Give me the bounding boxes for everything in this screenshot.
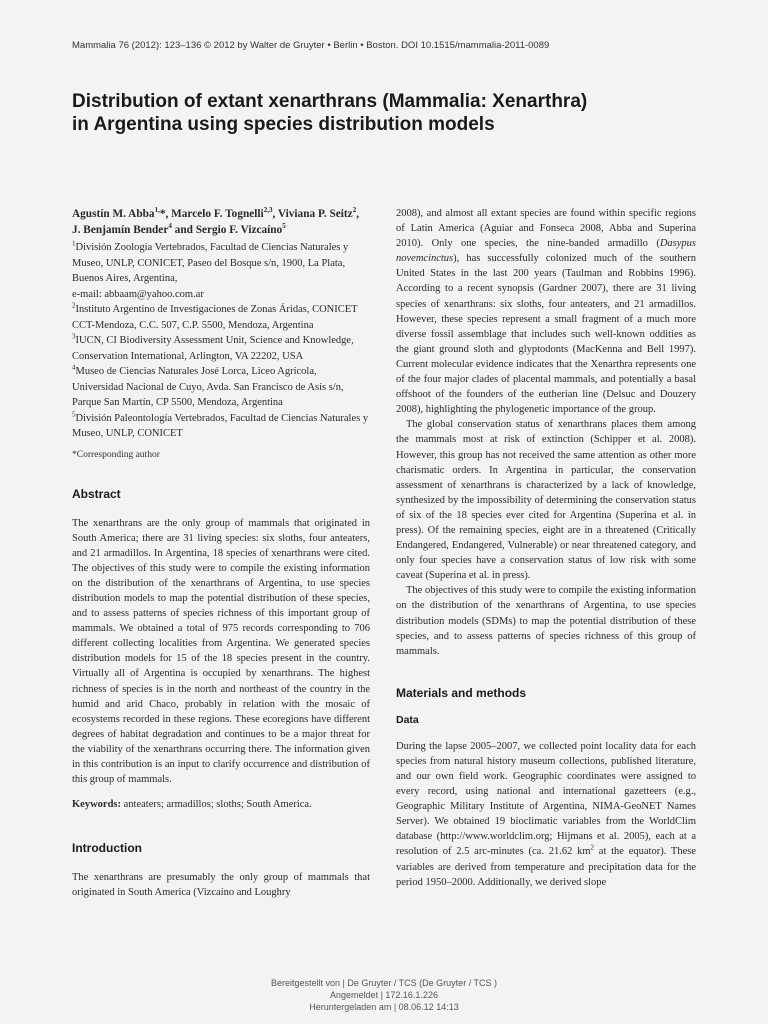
affiliation-5: $^5$División Paleontología Vertebrados, Facultad de Ciencias Naturales y Museo, UNLP, CONICET — [72, 410, 369, 439]
author-4: , J. Benjamín Bender — [72, 208, 360, 236]
affiliation-4: $^4$Museo de Ciencias Naturales José Lorca, Liceo Agrícola, Universidad Nacional de Cuyo, Avda. San Francisco de Asís s/n, Parque San Martín, CP 5500, Mendoza, Argentina — [72, 363, 344, 408]
species-name-italic: Dasypus novemcinctus — [396, 238, 696, 265]
title-line-1: Distribution of extant xenarthrans (Mammalia: Xenarthra) — [72, 91, 588, 112]
keywords-label: Keywords: — [72, 799, 121, 811]
corresponding-author-note: *Corresponding author — [72, 449, 160, 460]
affiliation-2: $^2$Instituto Argentino de Investigaciones de Zonas Áridas, CONICET CCT-Mendoza, C.C. 507, C.P. 5500, Mendoza, Argentina — [72, 301, 358, 331]
affiliations — [72, 240, 370, 442]
footer-provided-by: Bereitgestellt von | De Gruyter / TCS (De Gruyter / TCS ) — [270, 978, 498, 988]
author-1-star: * — [159, 208, 166, 220]
author-list: Agustín M. Abba$^{1,}$*, Marcelo F. Tognelli$^{2,3}$, Viviana P. Seitz$^2$, J. Benjamín Bender$^4$ and Sergio F. Vizcaíno$^5$ — [72, 206, 360, 236]
download-footer — [0, 977, 768, 1013]
intro-paragraph-3: The objectives of this study were to compile the existing information on the distribution of the xenarthrans of Argentina, to use species distribution models (SDMs) to map the potential distribution of these species, and to assess patterns of species richness of this group of mammals. — [396, 585, 696, 657]
keywords — [72, 797, 370, 812]
keywords-text: anteaters; armadillos; sloths; South America. — [121, 799, 312, 811]
intro-paragraph-continued: 2008), and almost all extant species are found within specific regions of Latin America (Aguiar and Fonseca 2008, Abba and Superina 2010). Only one species, the nine-banded armadillo (Dasypus novemcinctus), has successfully colonized much of the southern United States in the last 200 years (Taulman and Robbins 1996). According to a recent synopsis (Gardner 2007), there are 31 living species of xenarthrans: six sloths, four anteaters, and 21 armadillos. However, these species represent a small fragment of a much more diverse fossil assemblage that includes such well-known oddities as the giant ground sloth and glyptodonts (MacKenna and Bell 1997). Current molecular evidence indicates that the Xenarthra represents one of the four major clades of placental mammals, and potentially a basal offshoot of the founders of the eutherian line (Delsuc and Douzery 2008), highlighting the phylogenetic importance of the group. — [396, 208, 696, 416]
affiliation-email: e-mail: abbaam@yahoo.com.ar — [72, 288, 204, 300]
introduction-heading: Introduction — [72, 841, 142, 856]
title-line-2: in Argentina using species distribution models — [72, 114, 495, 135]
left-column — [72, 206, 370, 900]
materials-methods-heading: Materials and methods — [396, 685, 527, 700]
author-1: Agustín M. Abba — [72, 208, 155, 220]
footer-download-date: Heruntergeladen am | 08.06.12 14:13 — [309, 1002, 459, 1012]
footer-login: Angemeldet | 172.16.1.226 — [330, 990, 438, 1000]
journal-header: Mammalia 76 (2012): 123–136 © 2012 by Walter de Gruyter • Berlin • Boston. DOI 10.1515/mammalia-2011-0089 — [72, 40, 550, 51]
intro-paragraph-2: The global conservation status of xenarthrans places them among the mammals most at risk of extinction (Schipper et al. 2008). However, this group has not received the same attention as other more charismatic orders. In Argentina in particular, the conservation assessment of xenarthrans is characterized by a lack of knowledge, synthesized by the impossibility of determining the conservation status of six of the 18 species ever cited for Argentina (Superina et al. in press). Of the remaining species, eight are in a threatened (Critically Endangered, Endangered, Vulnerable) or near threatened category, and only four species have a conservation status of low risk with some caveat (Superina et al. in press). — [396, 419, 696, 582]
author-5: and Sergio F. Vizcaíno — [171, 224, 283, 236]
data-subheading: Data — [396, 713, 419, 726]
author-2: , Marcelo F. Tognelli — [165, 208, 264, 220]
affiliation-1: $^1$División Zoología Vertebrados, Facultad de Ciencias Naturales y Museo, UNLP, CONICET, Paseo del Bosque s/n, 1900, La Plata, Buenos Aires, Argentina, — [72, 239, 349, 284]
data-paragraph: During the lapse 2005–2007, we collected point locality data for each species from natural history museum collections, published literature, and our own field work. Geographic coordinates were assigned to every record, using national and international gazetteers (e.g., Geographic Military Institute of Argentina, NIMA-GeoNET Names Server). We obtained 19 bioclimatic variables from the WorldClim database (http://www.worldclim.org; Hijmans et al. 2005), each at a resolution of 2.5 arc-minutes (ca. 21.62 $km^2$ at the equator). These variables are derived from temperature and precipitation data for the period 1950–2000. Additionally, we derived slope — [396, 740, 696, 888]
abstract-heading: Abstract — [72, 486, 121, 501]
author-3: , Viviana P. Seitz — [272, 208, 353, 220]
right-column — [396, 206, 696, 890]
abstract-text: The xenarthrans are the only group of mammals that originated in South America; there are 31 living species: six sloths, four anteaters, and 21 armadillos. In Argentina, 18 species of xenarthrans were cited. The objectives of this study were to compile the existing information on the distribution of the xenarthrans of Argentina, to use species distribution models to map the potential distribution of these species, and to assess patterns of species richness of this important group of mammals. We obtained a total of 975 records corresponding to 706 different collecting localities from Argentina. We generated species distribution models for 15 of the 18 species present in the country. Virtually all of Argentina is occupied by xenarthrans. The highest richness of species is in the north and northeast of the country in the humid and arid Chaco, probably in relation with the mosaic of ecosystems recorded in these regions. These ecoregions have different degrees of habitat degradation and continues to be a major threat for the viability of the xenarthrans occurring there. The information given in this contribution is an input to clarify occurrence and distribution of this group of mammals. — [72, 517, 370, 786]
affiliation-3: $^3$IUCN, CI Biodiversity Assessment Unit, Science and Knowledge, Conservation International, Arlington, VA 22202, USA — [72, 332, 354, 362]
introduction-paragraph: The xenarthrans are presumably the only group of mammals that originated in South America (Vizcaíno and Loughry — [72, 872, 370, 899]
article-title — [72, 90, 712, 136]
